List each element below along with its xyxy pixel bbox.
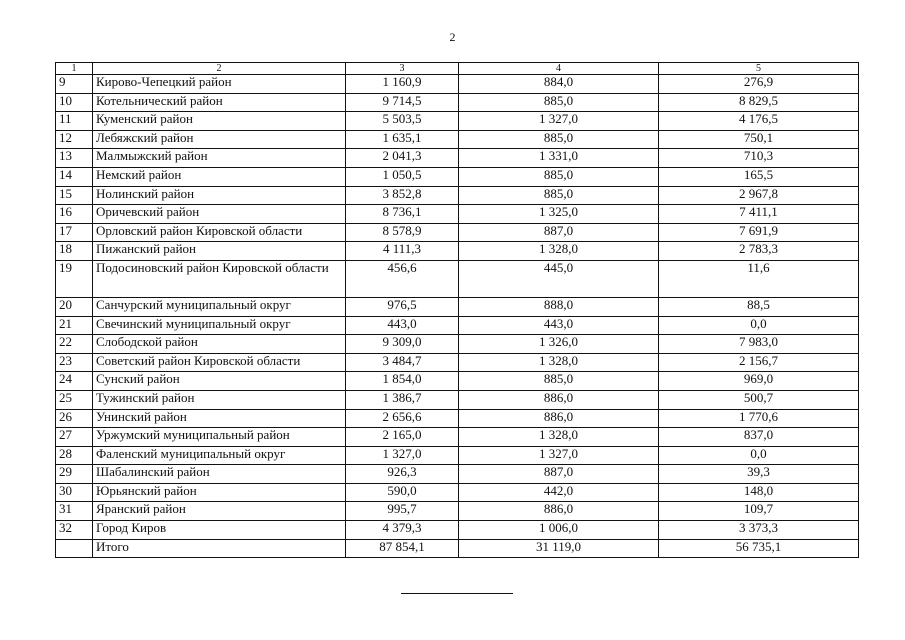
column-5-value: 39,3 (659, 465, 859, 484)
column-5-value: 8 829,5 (659, 93, 859, 112)
total-row (56, 539, 859, 558)
row-number: 11 (56, 112, 93, 131)
column-4-value: 885,0 (459, 186, 659, 205)
column-3-value: 4 111,3 (346, 242, 459, 261)
district-name: Сунский район (93, 372, 346, 391)
column-5-value: 109,7 (659, 502, 859, 521)
row-number: 13 (56, 149, 93, 168)
row-number: 28 (56, 446, 93, 465)
column-3-value: 3 484,7 (346, 353, 459, 372)
district-name: Пижанский район (93, 242, 346, 261)
row-number: 20 (56, 297, 93, 316)
column-4-value: 31 119,0 (459, 539, 659, 558)
column-3-value: 995,7 (346, 502, 459, 521)
row-number: 15 (56, 186, 93, 205)
column-4-value: 886,0 (459, 502, 659, 521)
table-row (56, 167, 859, 186)
allocation-table (55, 62, 859, 558)
row-number: 30 (56, 483, 93, 502)
table-row (56, 428, 859, 447)
column-3-value: 8 578,9 (346, 223, 459, 242)
row-number: 26 (56, 409, 93, 428)
column-5-value: 0,0 (659, 316, 859, 335)
district-name: Советский район Кировской области (93, 353, 346, 372)
table-row (56, 390, 859, 409)
row-number: 24 (56, 372, 93, 391)
row-number: 17 (56, 223, 93, 242)
row-number: 22 (56, 335, 93, 354)
column-5-value: 2 967,8 (659, 186, 859, 205)
column-3-value: 5 503,5 (346, 112, 459, 131)
column-5-value: 969,0 (659, 372, 859, 391)
table-row (56, 521, 859, 540)
row-number: 29 (56, 465, 93, 484)
district-name: Санчурский муниципальный округ (93, 297, 346, 316)
column-4-value: 442,0 (459, 483, 659, 502)
district-name: Орловский район Кировской области (93, 223, 346, 242)
column-4-value: 888,0 (459, 297, 659, 316)
district-name: Яранский район (93, 502, 346, 521)
table-row (56, 223, 859, 242)
table-row (56, 502, 859, 521)
row-number: 31 (56, 502, 93, 521)
column-4-value: 885,0 (459, 93, 659, 112)
table-row (56, 335, 859, 354)
column-header: 3 (346, 63, 459, 75)
table-row (56, 186, 859, 205)
row-number: 9 (56, 75, 93, 94)
column-5-value: 11,6 (659, 260, 859, 297)
column-5-value: 7 691,9 (659, 223, 859, 242)
table-row (56, 260, 859, 297)
district-name: Немский район (93, 167, 346, 186)
district-name: Куменский район (93, 112, 346, 131)
district-name: Лебяжский район (93, 130, 346, 149)
table-row (56, 409, 859, 428)
district-name: Нолинский район (93, 186, 346, 205)
district-name: Тужинский район (93, 390, 346, 409)
table-row (56, 112, 859, 131)
column-4-value: 443,0 (459, 316, 659, 335)
column-3-value: 456,6 (346, 260, 459, 297)
column-number-header-row (56, 63, 859, 75)
column-3-value: 3 852,8 (346, 186, 459, 205)
column-3-value: 590,0 (346, 483, 459, 502)
district-name: Кирово-Чепецкий район (93, 75, 346, 94)
table-row (56, 372, 859, 391)
table-row (56, 242, 859, 261)
column-3-value: 1 050,5 (346, 167, 459, 186)
column-4-value: 884,0 (459, 75, 659, 94)
column-4-value: 1 328,0 (459, 353, 659, 372)
column-3-value: 976,5 (346, 297, 459, 316)
column-5-value: 837,0 (659, 428, 859, 447)
column-4-value: 886,0 (459, 409, 659, 428)
column-4-value: 445,0 (459, 260, 659, 297)
table-row (56, 483, 859, 502)
row-number: 32 (56, 521, 93, 540)
column-5-value: 0,0 (659, 446, 859, 465)
column-3-value: 443,0 (346, 316, 459, 335)
column-4-value: 1 325,0 (459, 205, 659, 224)
row-number: 12 (56, 130, 93, 149)
row-number: 18 (56, 242, 93, 261)
row-number: 27 (56, 428, 93, 447)
column-5-value: 2 156,7 (659, 353, 859, 372)
column-4-value: 1 327,0 (459, 446, 659, 465)
column-5-value: 4 176,5 (659, 112, 859, 131)
column-4-value: 1 331,0 (459, 149, 659, 168)
column-3-value: 4 379,3 (346, 521, 459, 540)
column-4-value: 886,0 (459, 390, 659, 409)
district-name: Уржумский муниципальный район (93, 428, 346, 447)
district-name: Унинский район (93, 409, 346, 428)
row-number: 21 (56, 316, 93, 335)
district-name: Шабалинский район (93, 465, 346, 484)
column-4-value: 887,0 (459, 223, 659, 242)
table-row (56, 446, 859, 465)
row-number: 14 (56, 167, 93, 186)
column-5-value: 56 735,1 (659, 539, 859, 558)
column-5-value: 1 770,6 (659, 409, 859, 428)
district-name: Юрьянский район (93, 483, 346, 502)
column-4-value: 887,0 (459, 465, 659, 484)
row-number: 25 (56, 390, 93, 409)
column-5-value: 3 373,3 (659, 521, 859, 540)
table-row (56, 465, 859, 484)
column-3-value: 1 854,0 (346, 372, 459, 391)
column-3-value: 8 736,1 (346, 205, 459, 224)
column-4-value: 1 327,0 (459, 112, 659, 131)
column-5-value: 7 411,1 (659, 205, 859, 224)
row-number: 19 (56, 260, 93, 297)
column-5-value: 500,7 (659, 390, 859, 409)
district-name: Слободской район (93, 335, 346, 354)
district-name: Город Киров (93, 521, 346, 540)
table-row (56, 75, 859, 94)
table-row (56, 149, 859, 168)
column-4-value: 1 326,0 (459, 335, 659, 354)
column-5-value: 710,3 (659, 149, 859, 168)
district-name: Котельнический район (93, 93, 346, 112)
column-header: 1 (56, 63, 93, 75)
column-4-value: 885,0 (459, 372, 659, 391)
column-3-value: 1 327,0 (346, 446, 459, 465)
page-number: 2 (449, 30, 456, 44)
district-name: Оричевский район (93, 205, 346, 224)
column-4-value: 885,0 (459, 167, 659, 186)
column-5-value: 2 783,3 (659, 242, 859, 261)
column-5-value: 165,5 (659, 167, 859, 186)
column-4-value: 1 006,0 (459, 521, 659, 540)
table-row (56, 297, 859, 316)
column-header: 4 (459, 63, 659, 75)
table-row (56, 353, 859, 372)
district-name: Подосиновский район Кировской области (93, 260, 346, 297)
column-3-value: 2 041,3 (346, 149, 459, 168)
column-3-value: 1 635,1 (346, 130, 459, 149)
column-5-value: 88,5 (659, 297, 859, 316)
district-name: Свечинский муниципальный округ (93, 316, 346, 335)
row-number: 23 (56, 353, 93, 372)
total-label: Итого (93, 539, 346, 558)
column-3-value: 9 309,0 (346, 335, 459, 354)
column-4-value: 885,0 (459, 130, 659, 149)
column-3-value: 926,3 (346, 465, 459, 484)
table-row (56, 316, 859, 335)
district-name: Малмыжский район (93, 149, 346, 168)
column-3-value: 1 160,9 (346, 75, 459, 94)
district-name: Фаленский муниципальный округ (93, 446, 346, 465)
column-3-value: 9 714,5 (346, 93, 459, 112)
column-3-value: 1 386,7 (346, 390, 459, 409)
column-header: 5 (659, 63, 859, 75)
column-3-value: 87 854,1 (346, 539, 459, 558)
table-row (56, 205, 859, 224)
column-header: 2 (93, 63, 346, 75)
column-5-value: 750,1 (659, 130, 859, 149)
column-3-value: 2 165,0 (346, 428, 459, 447)
row-number (56, 539, 93, 558)
column-5-value: 276,9 (659, 75, 859, 94)
column-5-value: 148,0 (659, 483, 859, 502)
row-number: 10 (56, 93, 93, 112)
table-row (56, 130, 859, 149)
row-number: 16 (56, 205, 93, 224)
column-3-value: 2 656,6 (346, 409, 459, 428)
column-4-value: 1 328,0 (459, 428, 659, 447)
end-of-document-rule (401, 593, 513, 594)
table-row (56, 93, 859, 112)
column-5-value: 7 983,0 (659, 335, 859, 354)
column-4-value: 1 328,0 (459, 242, 659, 261)
